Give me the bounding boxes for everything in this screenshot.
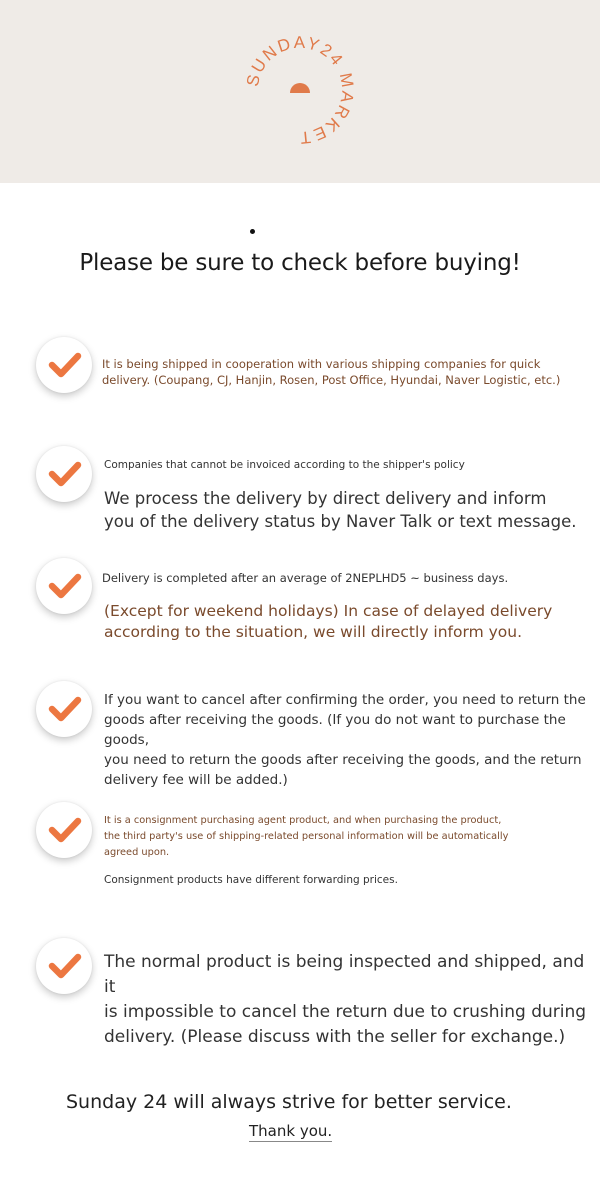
item-6-text: The normal product is being inspected and shipped, and it is impossible to cancel the return due to crushing during delivery. (Please discuss with the seller for exchange.) [104, 952, 587, 1047]
closing-message: Sunday 24 will always strive for better service. [66, 1091, 512, 1113]
item-3-text: (Except for weekend holidays) In case of delayed delivery according to the situation, we will directly inform you. [104, 602, 553, 641]
item-2-note: Companies that cannot be invoiced according to the shipper's policy [104, 459, 465, 471]
check-icon [36, 681, 92, 737]
item-3-note: Delivery is completed after an average of 2NEPLHD5 ~ business days. [102, 571, 509, 585]
item-1-text: It is being shipped in cooperation with various shipping companies for quick delivery. (Coupang, CJ, Hanjin, Rosen, Post Office, Hyundai, Naver Logistic, etc.) [102, 357, 561, 387]
check-icon [36, 558, 92, 614]
check-icon [36, 337, 92, 393]
check-icon [36, 938, 92, 994]
header-banner [0, 0, 600, 183]
sunday24-market-logo [235, 25, 365, 155]
item-4-text: If you want to cancel after confirming the order, you need to return the goods after receiving the goods. (If you do not want to purchase the goods, you need to return the goods after receiving the goods, and the return delivery fee will be added.) [104, 692, 586, 788]
item-2-text: We process the delivery by direct delivery and inform you of the delivery status by Naver Talk or text message. [104, 489, 577, 531]
sun-icon [290, 83, 310, 93]
svg-text:SUNDAY24 MARKET: SUNDAY24 MARKET [242, 32, 358, 148]
check-icon [36, 802, 92, 858]
check-icon [36, 446, 92, 502]
page-title: Please be sure to check before buying! [79, 250, 521, 276]
item-5-text: It is a consignment purchasing agent product, and when purchasing the product, the third party's use of shipping-related personal information will be automatically agreed upon. [104, 815, 509, 858]
item-5-note: Consignment products have different forwarding prices. [104, 874, 398, 886]
thank-you-text: Thank you. [249, 1122, 333, 1140]
bullet-dot [250, 229, 255, 234]
